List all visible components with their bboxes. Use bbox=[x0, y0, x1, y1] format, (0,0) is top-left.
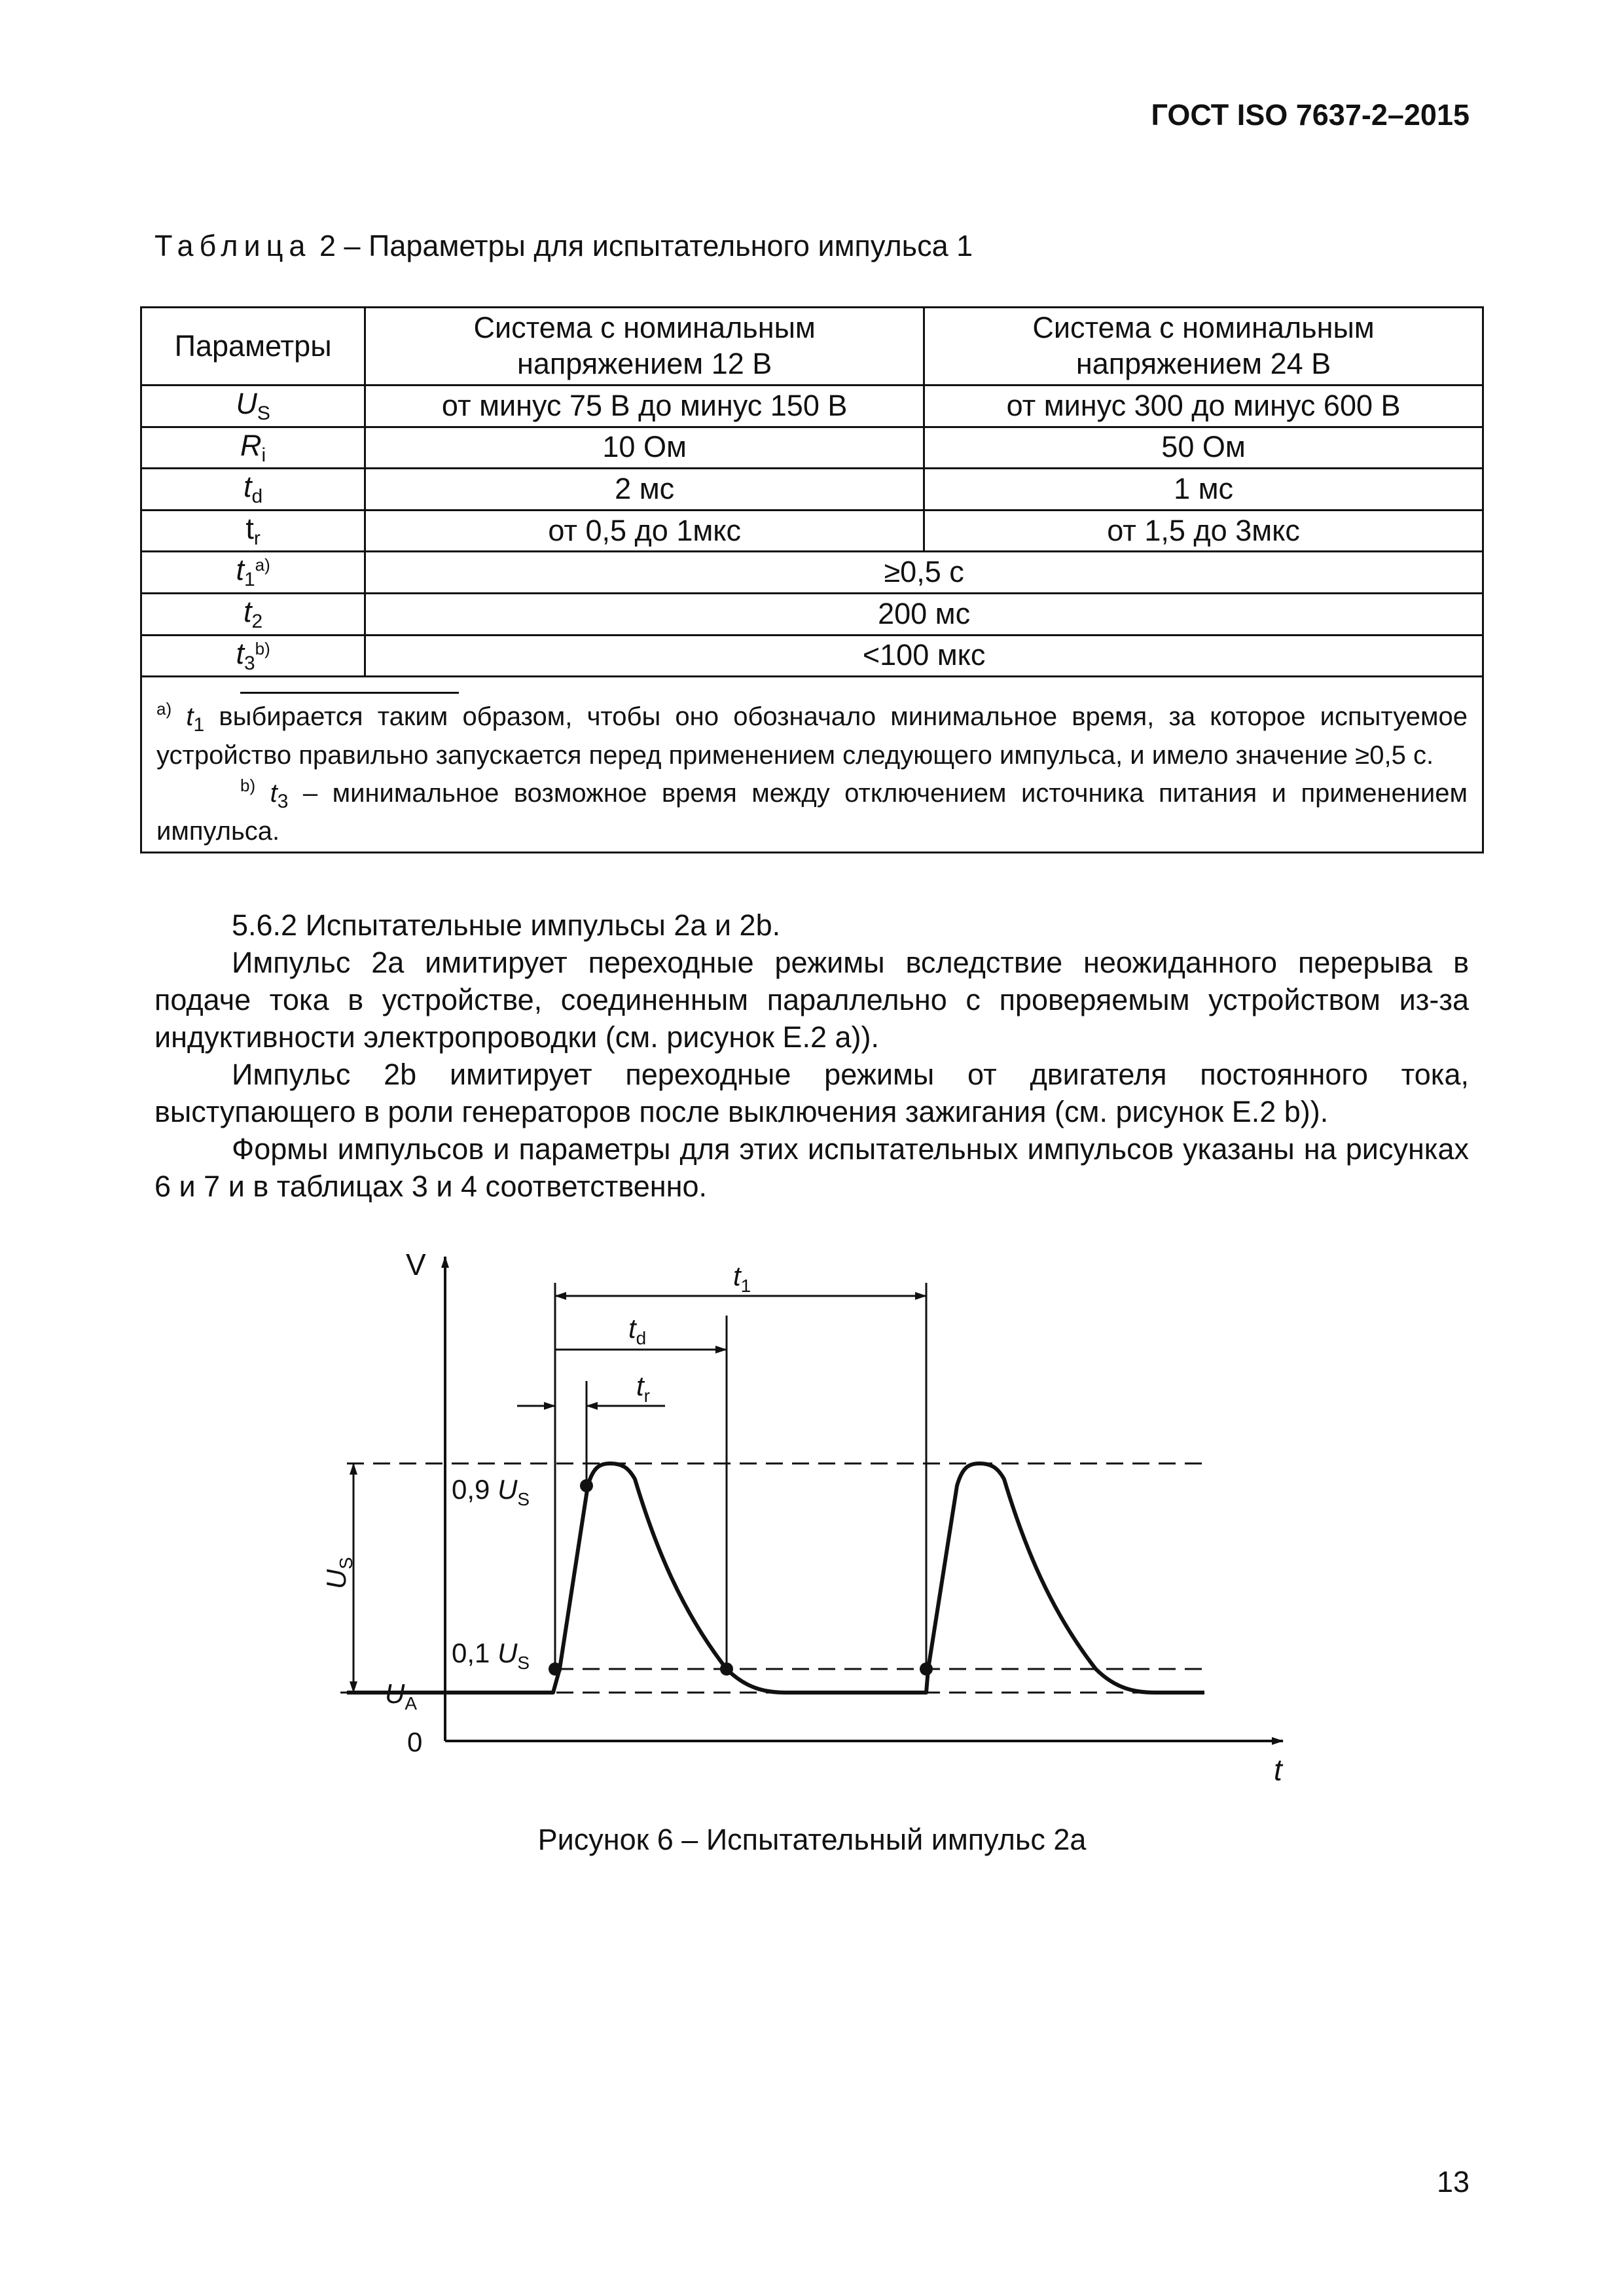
value-12v: от минус 75 В до минус 150 В bbox=[365, 386, 924, 427]
table-header-row bbox=[141, 308, 1483, 386]
param-tr: $t_r$ bbox=[141, 510, 365, 552]
value-24v: от 1,5 до 3мкс bbox=[924, 510, 1483, 552]
table-notes bbox=[141, 677, 1483, 853]
value-24v: 50 Ом bbox=[924, 427, 1483, 469]
t1-label: $t_1$ bbox=[733, 1261, 751, 1296]
table-caption-word: Таблица bbox=[154, 229, 312, 262]
zero-label: 0 bbox=[407, 1727, 423, 1757]
level-01us-label: 0,1 $U_S$ bbox=[452, 1638, 530, 1673]
param-t1: $t_1^{a)}$ bbox=[141, 552, 365, 594]
value-both-systems: 200 мс bbox=[365, 593, 1483, 635]
param-ri: $R_i$ bbox=[141, 427, 365, 469]
paragraph-forms: Формы импульсов и параметры для этих испытательных импульсов указаны на рисунках 6 и 7 и в таблицах 3 и 4 соответственно. bbox=[154, 1132, 1469, 1203]
table-caption bbox=[154, 229, 973, 263]
table-caption-title: 2 – Параметры для испытательного импульса 1 bbox=[311, 229, 973, 262]
paragraph-pulse-2a: Импульс 2a имитирует переходные режимы вследствие неожиданного перерыва в подаче тока в устройстве, соединенным параллельно с проверяемым устройством из-за индуктивности электропроводки (см. рисунок Е.2 а)). bbox=[154, 946, 1469, 1054]
y-axis-label: V bbox=[406, 1247, 426, 1282]
value-12v: 2 мс bbox=[365, 469, 924, 511]
td-label: $t_d$ bbox=[628, 1313, 647, 1348]
document-standard-id: ГОСТ ISO 7637-2–2015 bbox=[1151, 98, 1470, 132]
tr-label: $t_r$ bbox=[636, 1371, 650, 1406]
body-text bbox=[154, 906, 1469, 1205]
value-both-systems: <100 мкс bbox=[365, 635, 1483, 677]
value-12v: от 0,5 до 1мкс bbox=[365, 510, 924, 552]
param-td: $t_d$ bbox=[141, 469, 365, 511]
table-row bbox=[141, 386, 1483, 427]
table-row bbox=[141, 593, 1483, 635]
header-system-24v: Система с номинальным напряжением 24 В bbox=[924, 308, 1483, 386]
param-t2: $t_2$ bbox=[141, 593, 365, 635]
ua-label: $U_A$ bbox=[385, 1678, 418, 1713]
level-09us-label: 0,9 $U_S$ bbox=[452, 1474, 530, 1509]
header-parameters: Параметры bbox=[141, 308, 365, 386]
table-row bbox=[141, 635, 1483, 677]
notes-divider bbox=[240, 692, 459, 694]
table-row bbox=[141, 510, 1483, 552]
x-axis-label: t bbox=[1274, 1753, 1282, 1787]
note-a: $^{a)}$ $t_1$ выбирается таким образом, чтобы оно обозначало минимальное время, за которое испытуемое устройство правильно запускается перед применением следующего импульса, и имело значение ≥0,5 с. bbox=[156, 699, 1468, 770]
note-b: $^{b)}$ $t_3$ – минимальное возможное время между отключением источника питания и применением импульса. bbox=[156, 775, 1468, 846]
table-row bbox=[141, 427, 1483, 469]
value-12v: 10 Ом bbox=[365, 427, 924, 469]
us-amplitude-label: $U_S$ bbox=[321, 1556, 356, 1589]
section-heading: 5.6.2 Испытательные импульсы 2а и 2b. bbox=[232, 908, 781, 942]
paragraph-pulse-2b: Импульс 2b имитирует переходные режимы от двигателя постоянного тока, выступающего в роли генераторов после выключения зажигания (см. рисунок Е.2 b)). bbox=[154, 1058, 1469, 1128]
figure-caption: Рисунок 6 – Испытательный импульс 2а bbox=[537, 1823, 1087, 1856]
param-us: $U_S$ bbox=[141, 386, 365, 427]
table-notes-row bbox=[141, 677, 1483, 853]
value-24v: 1 мс bbox=[924, 469, 1483, 511]
header-system-12v: Система с номинальным напряжением 12 В bbox=[365, 308, 924, 386]
value-24v: от минус 300 до минус 600 В bbox=[924, 386, 1483, 427]
pulse-2a-figure bbox=[308, 1230, 1329, 1806]
value-both-systems: ≥0,5 с bbox=[365, 552, 1483, 594]
table-row bbox=[141, 552, 1483, 594]
page-number: 13 bbox=[1436, 2165, 1470, 2198]
table-row bbox=[141, 469, 1483, 511]
parameters-table bbox=[140, 306, 1484, 853]
param-t3: $t_3^{b)}$ bbox=[141, 635, 365, 677]
